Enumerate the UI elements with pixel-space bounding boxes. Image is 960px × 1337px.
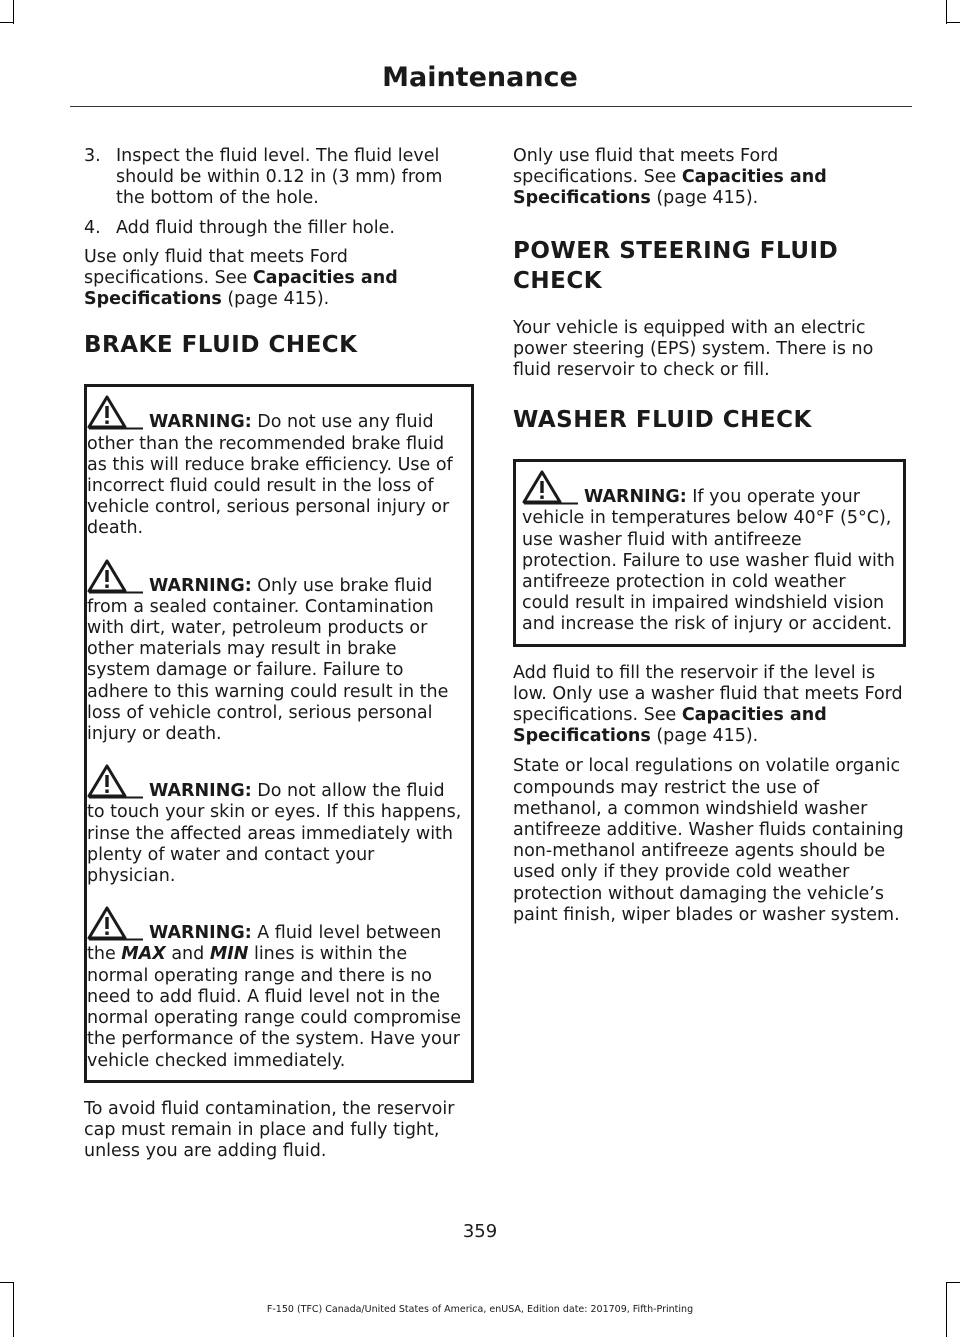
spec-note-page: (page 415). (221, 289, 330, 310)
warning-triangle-icon (87, 906, 145, 942)
left-column (84, 146, 474, 1171)
crop-mark-top-right (946, 0, 947, 24)
max-marker: MAX (121, 944, 166, 965)
edition-line: F-150 (TFC) Canada/United States of America, enUSA, Edition date: 201709, Fifth-Printing (266, 1304, 694, 1315)
spec-note (513, 146, 906, 210)
page-title: Maintenance (382, 62, 578, 93)
step-number: 3. (84, 146, 101, 166)
warning-text: If you operate your vehicle in temperatures below 40°F (5°C), use washer fluid with antifreeze protection. Failure to use washer fluid with antifreeze protection in cold weather could result in impaired windshield vision and increase the risk of injury or accident. (522, 487, 895, 635)
warning-text: and (165, 944, 210, 965)
brake-fluid-heading: BRAKE FLUID CHECK (84, 332, 358, 359)
warning-item (522, 470, 897, 635)
crop-mark-top-left-h (0, 22, 14, 23)
warning-text: A fluid level between the (87, 923, 442, 965)
power-steering-heading-line2: CHECK (513, 267, 603, 294)
warning-triangle-icon (87, 559, 145, 595)
warning-item (87, 559, 465, 746)
step-text: Add fluid through the filler hole. (116, 217, 395, 238)
regulations-note: State or local regulations on volatile organic compounds may restrict the use of methanol, a common windshield washer antifreeze additive. Washer fluids containing non-methanol antifreeze agents should be used only if they provide cold weather protection without damaging the vehicle’s paint finish, wiper blades or washer system. (513, 756, 904, 925)
crop-mark-bottom-left-h (0, 1282, 14, 1283)
brake-warning-box (84, 384, 474, 1082)
crop-mark-top-left (13, 0, 14, 24)
warning-label: WARNING: (149, 412, 252, 433)
power-steering-heading (513, 236, 906, 296)
reservoir-note: To avoid fluid contamination, the reservoir cap must remain in place and fully tight, unless you are adding fluid. (84, 1098, 455, 1162)
warning-triangle-icon (87, 764, 145, 800)
min-marker: MIN (209, 944, 249, 965)
warning-label: WARNING: (149, 923, 252, 944)
warning-text: lines is within the normal operating range and there is no need to add fluid. A fluid level not in the normal operating range could compromise the performance of the system. Have your vehicle checked immediately. (87, 944, 462, 1071)
spec-note (84, 247, 474, 311)
power-steering-heading-line1: POWER STEERING FLUID (513, 237, 839, 264)
header-divider (70, 106, 912, 107)
add-fluid-page: (page 415). (650, 726, 759, 747)
spec-note-page: (page 415). (650, 188, 759, 209)
warning-item (87, 395, 465, 539)
step-number: 4. (84, 217, 101, 238)
capacities-link[interactable]: Capacities and Specifications (513, 705, 827, 747)
add-fluid-text: Add fluid to fill the reservoir if the level is low. Only use a washer fluid that meets Ford specifications. See (513, 662, 903, 726)
step-item (84, 146, 474, 210)
page-number: 359 (462, 1221, 498, 1242)
warning-text: Only use brake fluid from a sealed container. Contamination with dirt, water, petroleum products or other materials may result in brake system damage or failure. Failure to adhere to this warning could result in the loss of vehicle control, serious personal injury or death. (87, 575, 449, 745)
washer-warning-box (513, 459, 906, 646)
warning-text: Do not use any fluid other than the recommended brake fluid as this will reduce brake efficiency. Use of incorrect fluid could result in the loss of vehicle control, serious personal injury or death. (87, 412, 453, 539)
capacities-link[interactable]: Capacities and Specifications (513, 167, 827, 209)
spec-note-text: Only use fluid that meets Ford specifications. See (513, 146, 779, 188)
warning-label: WARNING: (149, 575, 252, 596)
warning-triangle-icon (87, 395, 145, 431)
warning-item (87, 906, 465, 1071)
step-item (84, 218, 474, 239)
warning-label: WARNING: (584, 487, 687, 508)
warning-triangle-icon (522, 470, 580, 506)
washer-fluid-heading: WASHER FLUID CHECK (513, 407, 812, 434)
spec-note-text: Use only fluid that meets Ford specifications. See (84, 246, 348, 289)
crop-mark-bottom-right-h (946, 1282, 960, 1283)
add-fluid-note (513, 663, 906, 748)
warning-item (87, 764, 465, 887)
capacities-link[interactable]: Capacities and Specifications (84, 268, 398, 310)
warning-label: WARNING: (149, 781, 252, 802)
warning-text: Do not allow the fluid to touch your skin or eyes. If this happens, rinse the affected areas immediately with plenty of water and contact your physician. (87, 781, 462, 887)
power-steering-text: Your vehicle is equipped with an electric power steering (EPS) system. There is no fluid reservoir to check or fill. (513, 317, 874, 381)
crop-mark-top-right-h (946, 22, 960, 23)
right-column (513, 146, 906, 935)
step-text: Inspect the fluid level. The fluid level should be within 0.12 in (3 mm) from the bottom of the hole. (116, 146, 443, 209)
